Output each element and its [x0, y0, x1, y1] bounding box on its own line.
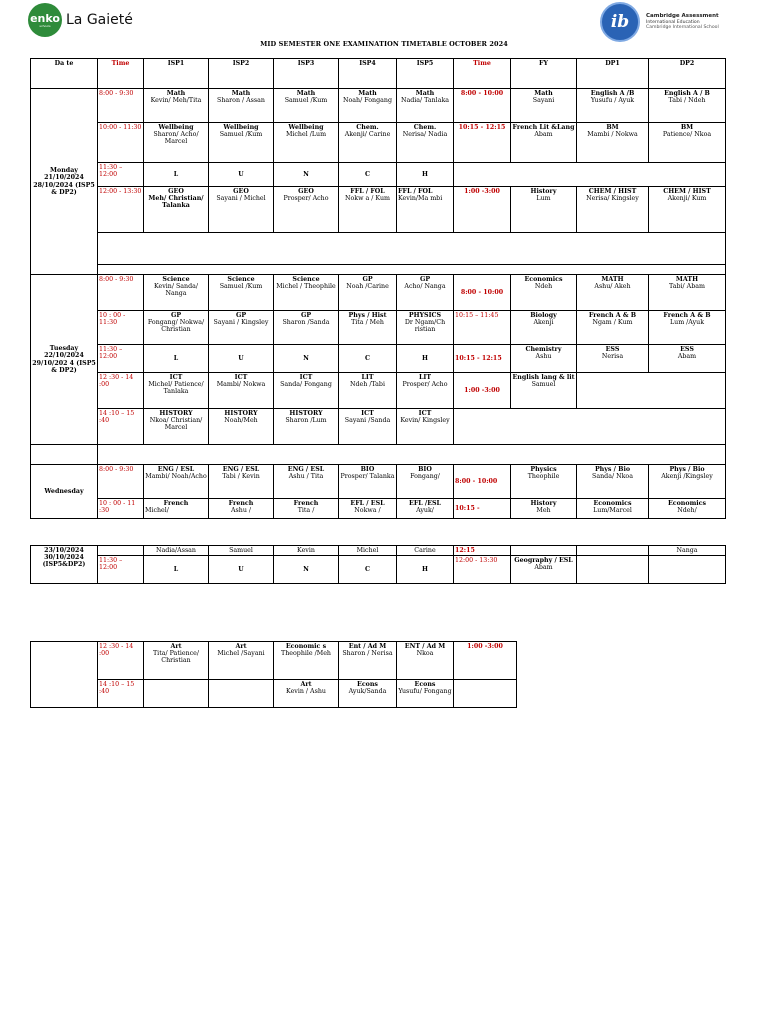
exam-cell: MATH Tabi/ Abam	[649, 275, 726, 311]
lunch-letter: H	[397, 556, 454, 584]
time-cell: 10:15 - 12:15	[454, 123, 511, 163]
time-cell: 8:00 - 9:30	[98, 89, 144, 123]
exam-cell: Economics Ndeh/	[649, 499, 726, 519]
wednesday-day: Wednesday	[31, 465, 98, 519]
header-row	[31, 59, 726, 89]
exam-cell: GP Fongang/ Nokwa/ Christian	[144, 311, 209, 345]
exam-cell: Art Kevin / Ashu	[274, 680, 339, 708]
tuesday-row-1	[31, 275, 726, 311]
lunch-letter: L	[144, 345, 209, 373]
col-fy: FY	[511, 59, 577, 89]
exam-cell: French Lit &Lang Abam	[511, 123, 577, 163]
carry-cell: Michel	[339, 546, 397, 556]
lunch-letter: U	[209, 556, 274, 584]
accreditation-logos	[600, 1, 726, 43]
lunch-letter: N	[274, 556, 339, 584]
lunch-letter: H	[397, 345, 454, 373]
empty-cell	[454, 680, 517, 708]
time-cell: 8:00 - 10:00	[454, 275, 511, 311]
exam-cell: Phys / Bio Akenji /Kingsley	[649, 465, 726, 499]
time-cell: 12:15	[454, 546, 511, 556]
time-cell: 12:00 - 13:30	[454, 556, 511, 584]
exam-cell: Ent / Ad M Sharon / Nerisa	[339, 642, 397, 680]
exam-cell: ICT Mambi/ Nokwa	[209, 373, 274, 409]
exam-cell: ENG / ESL Ashu / Tita	[274, 465, 339, 499]
exam-cell: Econs Ayuk/Sanda	[339, 680, 397, 708]
exam-cell: FFL / FOL Kevin/Ma mbi	[397, 187, 454, 233]
exam-cell: French Ashu /	[209, 499, 274, 519]
empty-cell	[577, 546, 649, 556]
monday-row-4	[31, 187, 726, 233]
exam-cell: HISTORY Sharon /Lum	[274, 409, 339, 445]
school-name: La Gaieté	[66, 12, 133, 28]
exam-cell: French Tita /	[274, 499, 339, 519]
col-isp3: ISP3	[274, 59, 339, 89]
exam-cell: GEO Meh/ Christian/ Talanka	[144, 187, 209, 233]
time-cell: 8:00 - 10:00	[454, 89, 511, 123]
exam-cell: English lang & lit Samuel	[511, 373, 577, 409]
col-isp2: ISP2	[209, 59, 274, 89]
exam-cell: Chem. Nerisa/ Nadia	[397, 123, 454, 163]
exam-cell: GEO Sayani / Michel	[209, 187, 274, 233]
ib-logo-icon: ib	[600, 2, 640, 42]
exam-cell: ENG / ESL Mambi/ Noah/Acho	[144, 465, 209, 499]
monday-thin-row	[31, 265, 726, 275]
exam-cell: ICT Michel/ Patience/ Tanlaka	[144, 373, 209, 409]
exam-cell: GEO Prosper/ Acho	[274, 187, 339, 233]
wednesday-date: 23/10/2024 30/10/2024 (ISP5&DP2)	[31, 546, 98, 584]
exam-cell: CHEM / HIST Nerisa/ Kingsley	[577, 187, 649, 233]
exam-cell: Math Nadia/ Tanlaka	[397, 89, 454, 123]
timetable-main	[30, 58, 726, 519]
exam-cell: Wellbeing Sharon/ Acho/ Marcel	[144, 123, 209, 163]
lunch-letter: C	[339, 163, 397, 187]
col-date: Da te	[31, 59, 98, 89]
exam-cell: Math Kevin/ Meh/Tita	[144, 89, 209, 123]
monday-row-2	[31, 123, 726, 163]
carry-cell: Nadia/Assan	[144, 546, 209, 556]
time-cell: 8:00 - 10:00	[454, 465, 511, 499]
time-cell: 1:00 -3:00	[454, 373, 511, 409]
col-dp2: DP2	[649, 59, 726, 89]
tuesday-lunch-row	[31, 345, 726, 373]
exam-cell: GP Sayani / Kingsley	[209, 311, 274, 345]
lunch-letter: N	[274, 163, 339, 187]
exam-cell: French Michel/	[144, 499, 209, 519]
time-cell: 10 : 00 - 11:30	[98, 311, 144, 345]
lunch-letter: C	[339, 345, 397, 373]
empty-cell	[31, 445, 98, 465]
empty-cell	[144, 680, 209, 708]
time-cell: 14 :10 – 15 :40	[98, 680, 144, 708]
exam-cell: Math Sharon / Assan	[209, 89, 274, 123]
empty-cell	[577, 373, 726, 409]
timetable-afternoon	[30, 641, 517, 708]
col-time-2: Time	[454, 59, 511, 89]
exam-cell: Wellbeing Michel /Lum	[274, 123, 339, 163]
time-cell: 10:15 -	[454, 499, 511, 519]
time-cell: 1:00 -3:00	[454, 187, 511, 233]
exam-cell: History Lum	[511, 187, 577, 233]
exam-cell: Economics Lum/Marcel	[577, 499, 649, 519]
exam-cell: Chemistry Ashu	[511, 345, 577, 373]
exam-cell: BM Patience/ Nkoa	[649, 123, 726, 163]
exam-cell: English A / B Tabi / Ndeh	[649, 89, 726, 123]
exam-cell: LIT Prosper/ Acho	[397, 373, 454, 409]
exam-cell: ICT Kevin/ Kingsley	[397, 409, 454, 445]
exam-cell: French A & B Lum /Ayuk	[649, 311, 726, 345]
wednesday-row-1	[31, 465, 726, 499]
col-time: Time	[98, 59, 144, 89]
exam-cell: EFL /ESL Ayuk/	[397, 499, 454, 519]
lunch-letter: N	[274, 345, 339, 373]
lunch-letter: U	[209, 163, 274, 187]
exam-cell: Wellbeing Samuel /Kum	[209, 123, 274, 163]
empty-cell	[209, 680, 274, 708]
exam-cell: History Meh	[511, 499, 577, 519]
empty-cell	[454, 409, 726, 445]
col-isp5: ISP5	[397, 59, 454, 89]
empty-cell	[454, 163, 726, 187]
empty-cell	[98, 546, 144, 556]
separator-row	[31, 445, 726, 465]
exam-cell: GP Acho/ Nanga	[397, 275, 454, 311]
exam-cell: BIO Prosper/ Talanka	[339, 465, 397, 499]
carry-over-row	[31, 546, 726, 556]
exam-cell: Phys / Bio Sanda/ Nkoa	[577, 465, 649, 499]
exam-cell: Math Noah/ Fongang	[339, 89, 397, 123]
afternoon-row-2	[31, 680, 517, 708]
col-dp1: DP1	[577, 59, 649, 89]
time-cell: 11:30 – 12:00	[98, 345, 144, 373]
exam-cell: Science Kevin/ Sanda/ Nanga	[144, 275, 209, 311]
exam-cell: French A & B Ngam / Kum	[577, 311, 649, 345]
empty-cell	[31, 642, 98, 708]
tuesday-row-4	[31, 373, 726, 409]
tuesday-date: Tuesday 22/10/2024 29/10/202 4 (ISP5 & DP2)	[31, 275, 98, 445]
lunch-letter: L	[144, 556, 209, 584]
exam-cell: Biology Akenji	[511, 311, 577, 345]
exam-cell: Math Sayani	[511, 89, 577, 123]
tuesday-row-5	[31, 409, 726, 445]
time-cell: 11:30 – 12:00	[98, 163, 144, 187]
exam-cell: ICT Sanda/ Fongang	[274, 373, 339, 409]
time-cell: 8:00 - 9:30	[98, 465, 144, 499]
carry-cell: Carine	[397, 546, 454, 556]
carry-cell: Kevin	[274, 546, 339, 556]
time-cell: 10:15 – 11:45	[454, 311, 511, 345]
time-cell: 12 :30 - 14 :00	[98, 373, 144, 409]
enko-badge-icon: enko schools	[28, 3, 62, 37]
time-cell: 14 :10 – 15 :40	[98, 409, 144, 445]
exam-cell: FFL / FOL Nokw a / Kum	[339, 187, 397, 233]
time-cell: 11:30 – 12:00	[98, 556, 144, 584]
exam-cell: ENG / ESL Tabi / Kevin	[209, 465, 274, 499]
timetable-continued	[30, 545, 726, 584]
carry-cell: Samuel	[209, 546, 274, 556]
time-cell: 8:00 - 9:30	[98, 275, 144, 311]
exam-cell: Science Michel / Theophile	[274, 275, 339, 311]
exam-cell: GP Sharon /Sanda	[274, 311, 339, 345]
monday-lunch-row	[31, 163, 726, 187]
wednesday-row-2	[31, 499, 726, 519]
exam-cell: HISTORY Nkoa/ Christian/ Marcel	[144, 409, 209, 445]
exam-cell: ICT Sayani /Sanda	[339, 409, 397, 445]
exam-cell: Math Samuel /Kum	[274, 89, 339, 123]
lunch-letter: C	[339, 556, 397, 584]
exam-cell: Phys / Hist Tita / Meh	[339, 311, 397, 345]
exam-cell: BIO Fongang/	[397, 465, 454, 499]
afternoon-row-1	[31, 642, 517, 680]
exam-cell: Economic s Theophile /Meh	[274, 642, 339, 680]
page-title: MID SEMESTER ONE EXAMINATION TIMETABLE OCTOBER 2024	[260, 40, 508, 48]
empty-cell	[511, 546, 577, 556]
tuesday-row-2	[31, 311, 726, 345]
wednesday-lunch-row	[31, 556, 726, 584]
time-cell: 10:00 - 11:30	[98, 123, 144, 163]
exam-cell: LIT Ndeh /Tabi	[339, 373, 397, 409]
exam-cell: Physics Theophile	[511, 465, 577, 499]
time-cell: 12:00 - 13:30	[98, 187, 144, 233]
monday-row-1	[31, 89, 726, 123]
empty-cell	[98, 233, 726, 265]
empty-cell	[98, 265, 726, 275]
time-cell: 12 :30 - 14 :00	[98, 642, 144, 680]
empty-cell	[649, 556, 726, 584]
monday-spacer-row	[31, 233, 726, 265]
exam-cell: Science Samuel /Kum	[209, 275, 274, 311]
time-cell: 10:15 - 12:15	[454, 345, 511, 373]
cambridge-logo: Cambridge Assessment International Education Cambridge International School	[646, 12, 719, 31]
exam-cell: ESS Nerisa	[577, 345, 649, 373]
exam-cell: Econs Yusufu/ Fongang	[397, 680, 454, 708]
exam-cell: Art Michel /Sayani	[209, 642, 274, 680]
empty-cell	[98, 445, 726, 465]
exam-cell: Art Tita/ Patience/ Christian	[144, 642, 209, 680]
lunch-letter: U	[209, 345, 274, 373]
exam-cell: PHYSICS Dr Ngam/Ch ristian	[397, 311, 454, 345]
exam-cell: Economics Ndeh	[511, 275, 577, 311]
exam-cell: English A /B Yusufu / Ayuk	[577, 89, 649, 123]
exam-cell: ENT / Ad M Nkoa	[397, 642, 454, 680]
col-isp4: ISP4	[339, 59, 397, 89]
empty-cell	[577, 556, 649, 584]
exam-cell: ESS Abam	[649, 345, 726, 373]
col-isp1: ISP1	[144, 59, 209, 89]
exam-cell: Chem. Akenji/ Carine	[339, 123, 397, 163]
exam-cell: HISTORY Noah/Meh	[209, 409, 274, 445]
time-cell: 10 : 00 - 11 :30	[98, 499, 144, 519]
exam-cell: Geography / ESL Abam	[511, 556, 577, 584]
exam-cell: BM Mambi / Nokwa	[577, 123, 649, 163]
lunch-letter: H	[397, 163, 454, 187]
enko-logo	[28, 3, 133, 37]
time-cell: 1:00 -3:00	[454, 642, 517, 680]
exam-cell: EFL / ESL Nokwa /	[339, 499, 397, 519]
exam-cell: GP Noah /Carine	[339, 275, 397, 311]
monday-date: Monday 21/10/2024 28/10/2024 (ISP5 & DP2)	[31, 89, 98, 275]
lunch-letter: L	[144, 163, 209, 187]
carry-cell: Nanga	[649, 546, 726, 556]
exam-cell: MATH Ashu/ Akeh	[577, 275, 649, 311]
exam-cell: CHEM / HIST Akenji/ Kum	[649, 187, 726, 233]
